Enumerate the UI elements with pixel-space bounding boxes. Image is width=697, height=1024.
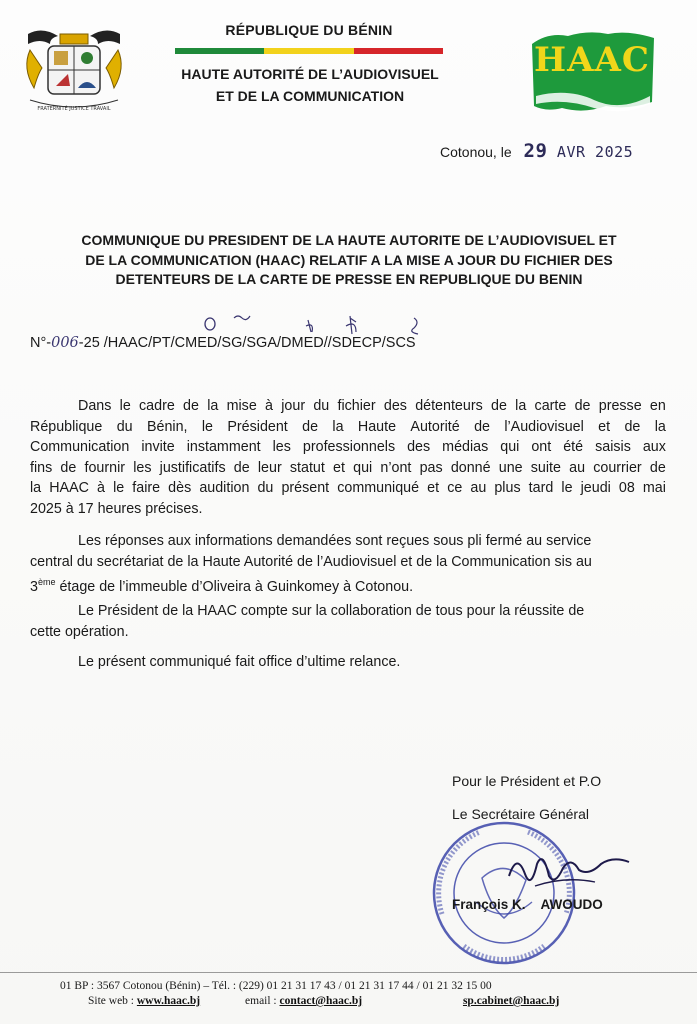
signature-line-2: Le Secrétaire Général [452, 806, 589, 822]
haac-logo-text: HAAC [534, 40, 650, 80]
word: les [133, 459, 152, 476]
word: justificatifs [159, 459, 226, 476]
word: de [233, 459, 250, 476]
signer-first-name: François K. [452, 897, 526, 912]
org-name-line1: HAUTE AUTORITÉ DE L’AUDIOVISUEL [181, 66, 439, 82]
reference-number [30, 335, 416, 351]
word: une [498, 459, 523, 476]
word: mise [226, 398, 257, 414]
word: fins [30, 459, 53, 476]
title-line: DETENTEURS DE LA CARTE DE PRESSE EN REPUBLIQUE DU BENIN [115, 271, 583, 287]
date-prefix: Cotonou, le [440, 144, 512, 160]
flag-red [354, 48, 443, 54]
word: de [60, 459, 77, 476]
p2-line: central du secrétariat de la Haute Autorité de l’Audiovisuel et de la Communication sis au [30, 553, 592, 570]
republic-heading: RÉPUBLIQUE DU BÉNIN [225, 22, 393, 38]
word: carte [534, 398, 567, 414]
word: détenteurs [415, 398, 483, 414]
word: ce [447, 480, 463, 496]
word: de [574, 398, 591, 414]
word: Autorité [410, 418, 460, 435]
paragraph-3 [30, 601, 666, 642]
word: professionnels [302, 439, 396, 455]
word: été [563, 439, 584, 455]
date-line [440, 140, 633, 162]
word: invite [141, 439, 175, 455]
word: qui [353, 459, 373, 476]
word: des [383, 398, 407, 414]
p3-line: cette opération. [30, 623, 129, 640]
paragraph-4 [30, 652, 666, 673]
word: des [407, 439, 431, 455]
word: de [302, 418, 319, 435]
cabinet-email-link[interactable]: sp.cabinet@haac.bj [462, 995, 560, 1007]
word: médias [442, 439, 489, 455]
p1-line [30, 396, 666, 417]
word: de [183, 398, 199, 414]
word: la [515, 398, 527, 414]
word: la [30, 480, 42, 496]
word: instamment [186, 439, 261, 455]
word: Haute [357, 418, 397, 435]
handwritten-signature [505, 846, 635, 896]
p2-line3-rest: étage de l’immeuble d’Oliveira à Guinkomey à Cotonou. [55, 578, 414, 595]
word: 08 [618, 480, 635, 496]
p1-line [30, 417, 666, 438]
date-day: 29 [523, 140, 548, 162]
p1-line [30, 478, 666, 499]
word: le [119, 398, 131, 414]
word: mai [642, 480, 666, 496]
word: du [257, 480, 274, 496]
word: faire [132, 480, 161, 496]
word: tard [528, 480, 554, 496]
word: et [333, 459, 345, 476]
floor-number: 3 [30, 578, 38, 595]
word: qui [500, 439, 520, 455]
p2-line: Les réponses aux informations demandées sont reçues sous pli fermé au service [78, 533, 592, 549]
word: le [201, 418, 214, 435]
title-line: DE LA COMMUNICATION (HAAC) RELATIF A LA MISE A JOUR DU FICHIER DES [85, 251, 613, 268]
word: à [97, 480, 105, 496]
svg-text:FRATERNITÉ JUSTICE TRAVAIL: FRATERNITÉ JUSTICE TRAVAIL [37, 106, 111, 112]
word: et [427, 480, 440, 496]
paragraph-2 [30, 531, 666, 597]
word: les [272, 439, 291, 455]
word: et [598, 418, 611, 435]
p1-line [30, 437, 666, 458]
word: l’Audiovisuel [504, 418, 584, 435]
word: fichier [337, 398, 376, 414]
word: courrier [593, 459, 642, 476]
word: au [470, 480, 487, 496]
word: ont [531, 439, 552, 455]
word: Président [227, 418, 288, 435]
word: jeudi [580, 480, 611, 496]
word: suite [530, 459, 561, 476]
word: statut [289, 459, 325, 476]
word: présent [281, 480, 330, 496]
p3-line: Le Président de la HAAC compte sur la collaboration de tous pour la réussite de [78, 603, 585, 619]
word: du [313, 398, 330, 414]
word: communiqué [337, 480, 420, 496]
p1-line: 2025 à 17 heures précises. [30, 500, 203, 517]
word: presse [598, 398, 642, 414]
word: n’ont [380, 459, 412, 476]
word: du [116, 418, 133, 435]
signature-line-1: Pour le Président et P.O [452, 773, 602, 789]
word: cadre [139, 398, 175, 414]
ref-handwritten-number: 006 [51, 335, 79, 351]
word: plus [494, 480, 521, 496]
website-link[interactable]: www.haac.bj [136, 995, 201, 1007]
word: de [491, 398, 507, 414]
email-label: email : [245, 995, 280, 1007]
word: saisis [595, 439, 631, 455]
footer-divider [0, 972, 697, 973]
word: Bénin, [146, 418, 188, 435]
word: Communication [30, 439, 130, 455]
word: la [332, 418, 344, 435]
paragraph-1 [30, 396, 666, 519]
title-line: COMMUNIQUE DU PRESIDENT DE LA HAUTE AUTORITE DE L’AUDIOVISUEL ET [81, 232, 617, 248]
word: donné [450, 459, 491, 476]
flag-green [175, 48, 264, 54]
word: en [649, 398, 666, 414]
org-name-line2: ET DE LA COMMUNICATION [215, 88, 405, 104]
word: de [474, 418, 490, 435]
flag-colors-bar [175, 48, 443, 54]
word: pas [419, 459, 443, 476]
word: audition [199, 480, 250, 496]
word: le [561, 480, 573, 496]
ref-suffix: -25 /HAAC/PT/CMED/SG/SGA/DMED//SDECP/SCS [78, 335, 416, 351]
communique-title [38, 231, 660, 290]
p2-line-3 [30, 572, 666, 597]
word: dès [168, 480, 192, 496]
word: la [207, 398, 219, 414]
floor-suffix: ème [37, 577, 56, 587]
date-month-year: AVR 2025 [556, 143, 634, 161]
signer-name [452, 897, 603, 912]
word: la [654, 418, 666, 435]
word: fournir [84, 459, 126, 476]
site-label: Site web : [88, 995, 137, 1007]
word: Dans [78, 398, 112, 414]
word: République [30, 418, 103, 435]
word: à [265, 398, 273, 414]
word: HAAC [49, 480, 89, 496]
p4-line: Le présent communiqué fait office d’ultime relance. [78, 654, 401, 670]
footer-address: 01 BP : 3567 Cotonou (Bénin) – Tél. : (229) 01 21 31 17 43 / 01 21 31 17 44 / 01 21 32 15 00 [60, 980, 492, 992]
ref-prefix: N°- [30, 335, 52, 351]
flag-yellow [264, 48, 353, 54]
word: leur [257, 459, 282, 476]
word: aux [642, 439, 666, 455]
signer-last-name: AWOUDO [540, 897, 603, 912]
word: au [569, 459, 586, 476]
contact-email-link[interactable]: contact@haac.bj [279, 995, 363, 1007]
word: le [113, 480, 125, 496]
p1-line [30, 458, 666, 479]
word: jour [281, 398, 306, 414]
word: de [649, 459, 666, 476]
word: de [624, 418, 641, 435]
benin-coat-of-arms [20, 28, 128, 118]
date-stamp [524, 140, 634, 162]
footer-contacts [88, 995, 559, 1007]
